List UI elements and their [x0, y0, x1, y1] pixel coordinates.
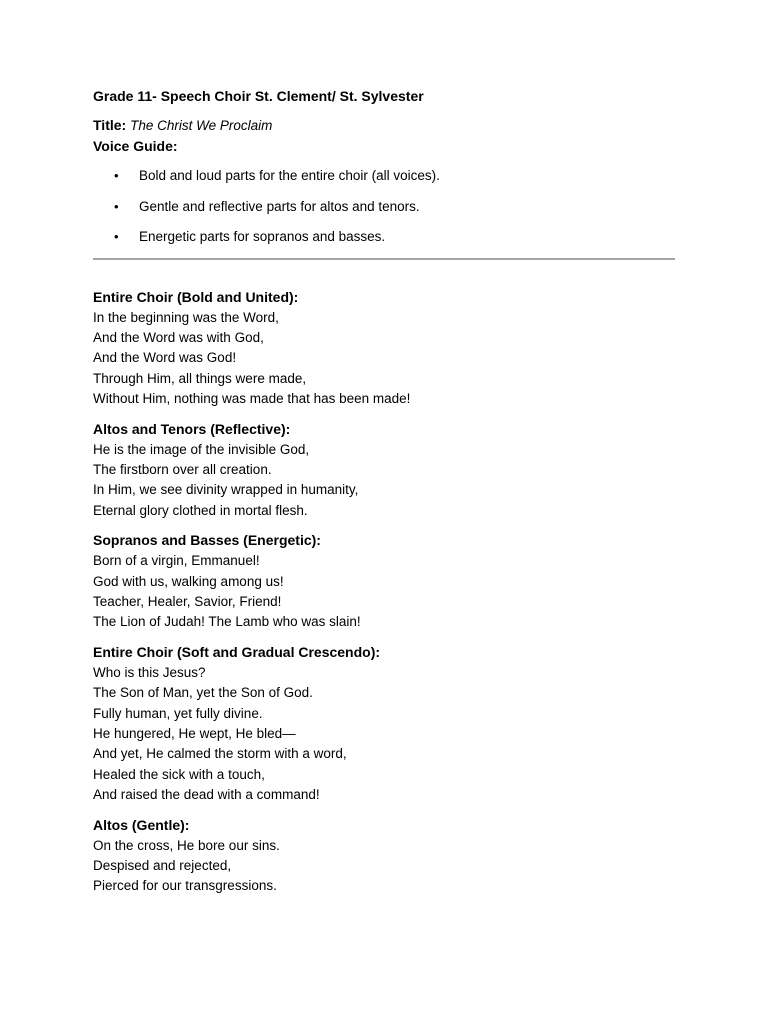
section-heading: Entire Choir (Bold and United): — [93, 288, 299, 305]
title-label: Title: — [93, 117, 127, 133]
voice-guide-item — [93, 197, 675, 217]
script-line: On the cross, He bore our sins. — [93, 837, 280, 853]
script-line: Healed the sick with a touch, — [93, 766, 265, 782]
script-line: Teacher, Healer, Savior, Friend! — [93, 593, 282, 609]
script-line: Through Him, all things were made, — [93, 370, 307, 386]
script-line: The Lion of Judah! The Lamb who was slain! — [93, 614, 361, 630]
script-line: The firstborn over all creation. — [93, 461, 272, 477]
script-line: God with us, walking among us! — [93, 573, 284, 589]
script-line: And raised the dead with a command! — [93, 787, 320, 803]
script-line: And the Word was God! — [93, 350, 237, 366]
script-line: He hungered, He wept, He bled— — [93, 726, 296, 741]
bullet-icon: • — [114, 229, 119, 244]
section-altos-gentle — [93, 815, 675, 897]
title-value: The Christ We Proclaim — [130, 118, 273, 133]
section-heading: Entire Choir (Soft and Gradual Crescendo): — [93, 643, 381, 660]
section-heading: Altos and Tenors (Reflective): — [93, 420, 291, 437]
script-line: Born of a virgin, Emmanuel! — [93, 553, 260, 569]
section-heading: Sopranos and Basses (Energetic): — [93, 532, 321, 549]
bullet-icon: • — [114, 198, 119, 214]
voice-guide-text: Gentle and reflective parts for altos and tenors. — [139, 198, 420, 214]
script-line: In the beginning was the Word, — [93, 309, 279, 325]
section-heading: Altos (Gentle): — [93, 816, 190, 833]
script-line: The Son of Man, yet the Son of God. — [93, 685, 313, 701]
voice-guide-list — [93, 166, 675, 247]
script-line: And the Word was with God, — [93, 329, 264, 345]
section-sopranos-basses — [93, 530, 675, 633]
bullet-icon: • — [114, 168, 119, 183]
voice-guide-text: Bold and loud parts for the entire choir (all voices). — [139, 168, 440, 183]
document-page — [93, 86, 675, 906]
voice-guide-item — [93, 227, 675, 247]
script-line: Despised and rejected, — [93, 858, 232, 874]
section-altos-tenors — [93, 419, 675, 522]
script-line: Pierced for our transgressions. — [93, 878, 277, 894]
section-entire-choir-soft — [93, 642, 675, 806]
script-line: And yet, He calmed the storm with a word, — [93, 746, 347, 762]
script-line: Fully human, yet fully divine. — [93, 705, 263, 721]
title-line — [93, 115, 675, 136]
voice-guide-text: Energetic parts for sopranos and basses. — [139, 229, 386, 244]
script-line: In Him, we see divinity wrapped in humanity, — [93, 482, 359, 498]
document-heading: Grade 11- Speech Choir St. Clement/ St. Sylvester — [93, 88, 424, 104]
voice-guide-item — [93, 166, 675, 186]
script-line: Without Him, nothing was made that has been made! — [93, 391, 411, 407]
script-line: Who is this Jesus? — [93, 664, 206, 680]
horizontal-divider — [93, 258, 675, 260]
script-line: He is the image of the invisible God, — [93, 441, 310, 457]
voice-guide-label: Voice Guide: — [93, 138, 178, 154]
script-sections — [93, 287, 675, 897]
script-line: Eternal glory clothed in mortal flesh. — [93, 502, 308, 518]
section-entire-choir-bold — [93, 287, 675, 410]
